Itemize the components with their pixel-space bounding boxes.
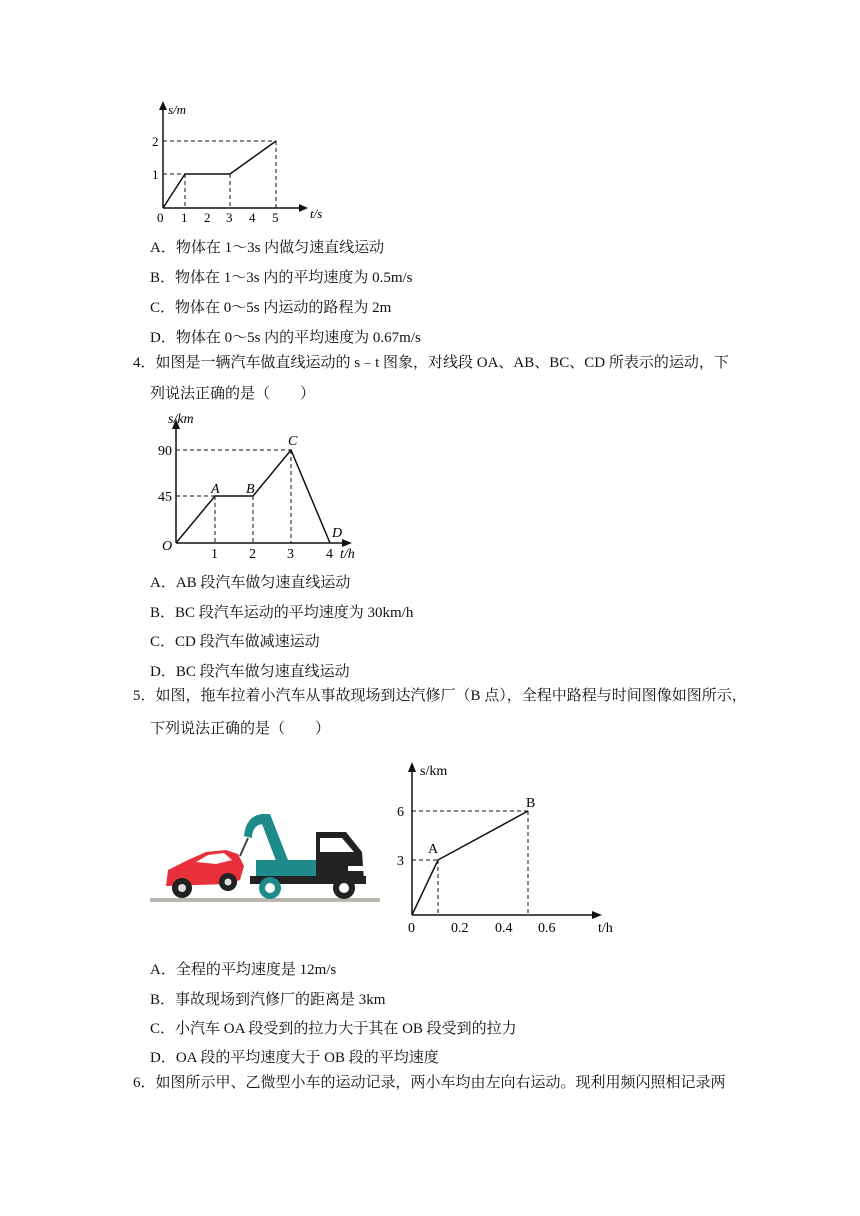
x-axis-arrow [592,911,602,919]
tow-crane-icon [244,814,316,876]
q5-option-b[interactable]: B．事故现场到汽修厂的距离是 3km [150,992,386,1008]
x-tick-0.2: 0.2 [451,921,469,936]
q4-option-c[interactable]: C．CD 段汽车做减速运动 [150,634,320,650]
y-axis-arrow [159,101,167,110]
q3-option-d[interactable]: D．物体在 0～5s 内的平均速度为 0.67m/s [150,330,421,346]
y-tick-6: 6 [397,805,404,820]
y-axis-label: s/km [168,412,194,427]
y-tick-3: 3 [397,854,404,869]
x-tick-2: 2 [249,547,256,562]
y-tick-90: 90 [158,444,172,459]
graph-q5 [395,755,625,940]
x-tick-4: 4 [249,210,256,225]
x-tick-5: 5 [272,210,279,225]
q4-option-d[interactable]: D．BC 段汽车做匀速直线运动 [150,664,350,680]
x-tick-2: 2 [204,210,211,225]
graph-q3 [150,98,340,226]
x-axis-arrow [342,539,352,547]
point-c-label: C [288,434,298,449]
graph-q4 [160,405,370,560]
y-tick-2: 2 [152,134,159,149]
y-axis-label: s/km [420,764,448,779]
q3-option-b[interactable]: B．物体在 1～3s 内的平均速度为 0.5m/s [150,270,413,286]
q5-option-d[interactable]: D．OA 段的平均速度大于 OB 段的平均速度 [150,1050,439,1066]
y-axis-arrow [408,762,416,772]
point-b-label: B [246,482,255,497]
red-car-icon [166,850,244,898]
point-a-label: A [211,482,220,497]
x-tick-3: 3 [226,210,233,225]
x-tick-1: 1 [211,547,218,562]
x-axis-label: t/h [340,547,355,562]
x-tick-3: 3 [287,547,294,562]
q4-stem-line1: 4．如图是一辆汽车做直线运动的 s﹣t 图象，对线段 OA、AB、BC、CD 所表示的运动，下 [133,355,729,371]
x-axis-arrow [299,204,308,212]
q4-option-b[interactable]: B．BC 段汽车运动的平均速度为 30km/h [150,605,414,621]
q6-stem-line1: 6．如图所示甲、乙微型小车的运动记录，两小车均由左向右运动。现利用频闪照相记录两 [133,1075,726,1091]
x-axis-label: t/s [310,206,323,221]
x-tick-1: 1 [181,210,188,225]
x-tick-0: 0 [157,210,164,225]
q5-option-c[interactable]: C．小汽车 OA 段受到的拉力大于其在 OB 段受到的拉力 [150,1021,517,1037]
x-tick-4: 4 [326,547,333,562]
point-a-label: A [428,842,439,857]
x-tick-0.6: 0.6 [538,921,556,936]
q5-stem-line1: 5．如图，拖车拉着小汽车从事故现场到达汽修厂（B 点），全程中路程与时间图像如图所示， [133,688,747,704]
tow-truck-illustration [148,808,383,908]
q5-stem-line2: 下列说法正确的是（ ） [150,721,331,737]
y-axis-label: s/m [168,102,187,117]
q3-option-a[interactable]: A．物体在 1～3s 内做匀速直线运动 [150,240,385,256]
q4-option-a[interactable]: A．AB 段汽车做匀速直线运动 [150,575,351,591]
x-axis-label: t/h [598,921,613,936]
origin-label: O [162,539,173,554]
y-tick-45: 45 [158,490,172,505]
q3-option-c[interactable]: C．物体在 0～5s 内运动的路程为 2m [150,300,392,316]
point-d-label: D [332,526,343,541]
point-b-label: B [526,796,536,811]
x-tick-0.4: 0.4 [495,921,513,936]
distance-time-line [412,811,528,915]
y-tick-1: 1 [152,167,159,182]
q5-option-a[interactable]: A．全程的平均速度是 12m/s [150,962,337,978]
x-tick-0: 0 [408,921,415,936]
q4-stem-line2: 列说法正确的是（ ） [150,386,316,402]
truck-cab-icon [250,832,366,884]
